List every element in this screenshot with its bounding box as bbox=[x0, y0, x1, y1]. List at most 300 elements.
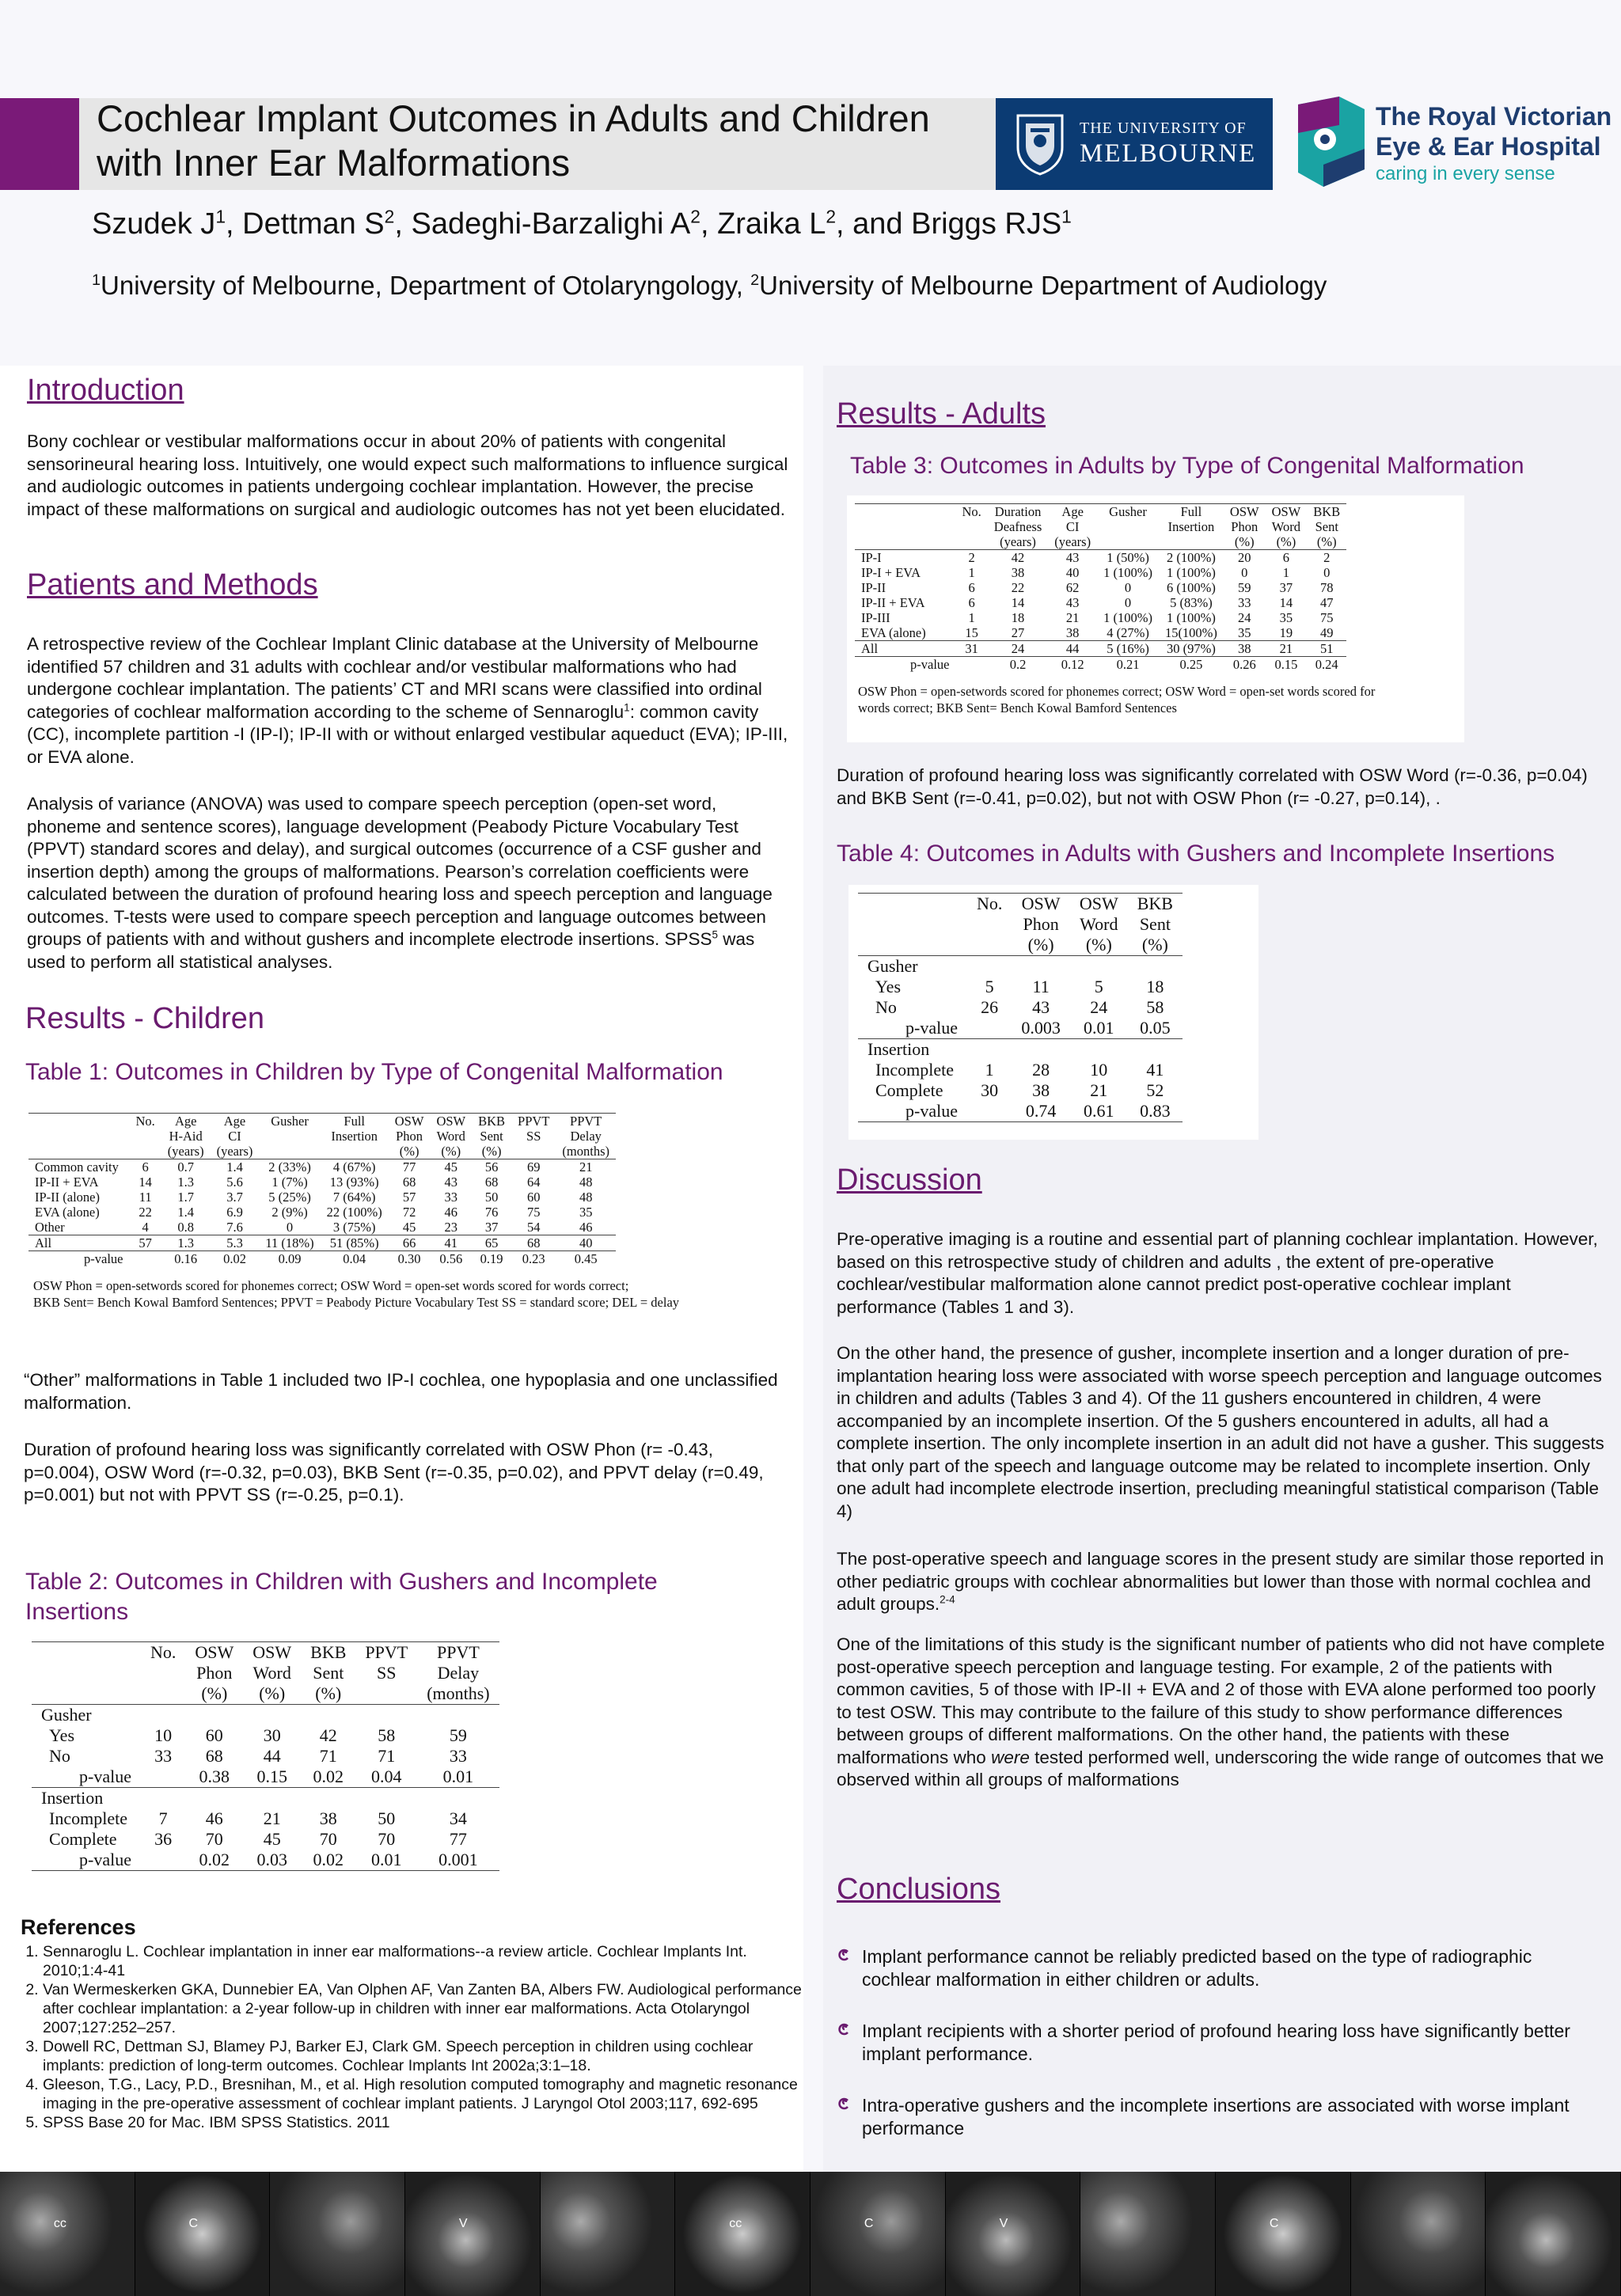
table1-cell: 3.7 bbox=[226, 1190, 243, 1205]
table2-header-cell: Phon bbox=[196, 1663, 233, 1683]
table3-cell: 6 bbox=[968, 580, 975, 595]
table1-cell: 68 bbox=[484, 1175, 499, 1190]
table3-cell: 44 bbox=[1048, 641, 1097, 657]
table4-cell: p-value bbox=[858, 1101, 967, 1122]
author-affil-sup: 2 bbox=[690, 206, 700, 227]
table1-cell: 64 bbox=[526, 1175, 541, 1190]
table3-cell: 24 bbox=[988, 641, 1048, 657]
author-name: Briggs RJS bbox=[911, 207, 1062, 241]
references-list bbox=[21, 1942, 804, 2132]
discussion-paragraph-1: Pre-operative imaging is a routine and essential part of planning cochlear implantation. However, based on this retrospective study of children and adults , the extent of pre-operative cochlear/vestibular malformation alone cannot predict post-operative cochlear implant performance (Tables 1 and 3). bbox=[837, 1229, 1598, 1317]
table3-cell: 0 bbox=[1124, 580, 1132, 595]
table3-cell: 15 bbox=[965, 625, 978, 640]
ct-scan-strip bbox=[0, 2172, 1621, 2296]
table1-cell: 35 bbox=[579, 1205, 593, 1220]
table1-header-cell: PPVT bbox=[556, 1114, 616, 1129]
table2-header-cell: PPVT bbox=[417, 1642, 499, 1664]
table3-header-cell bbox=[1097, 519, 1159, 534]
table1-cell: 1.4 bbox=[177, 1205, 194, 1220]
rveeh-logo-name bbox=[1376, 101, 1612, 161]
table3-cell: 19 bbox=[1279, 625, 1293, 640]
table1-header-cell: H-Aid bbox=[169, 1129, 203, 1144]
table3-row bbox=[855, 580, 1346, 595]
table1-row bbox=[28, 1205, 616, 1220]
table3-cell: p-value bbox=[910, 657, 950, 672]
table1-cell: 0 bbox=[286, 1220, 294, 1235]
table3-header-cell: BKB bbox=[1307, 504, 1346, 520]
table3-header-row bbox=[855, 504, 1346, 520]
table3-cell: 2 (100%) bbox=[1167, 550, 1216, 565]
table4-cell: 43 bbox=[1032, 997, 1050, 1017]
table1-header-cell: (%) bbox=[430, 1144, 472, 1159]
table4-cell: 41 bbox=[1146, 1060, 1164, 1080]
melbourne-logo-text bbox=[1080, 120, 1256, 169]
ct-scan-image bbox=[405, 2172, 541, 2296]
table3-header-cell: Age bbox=[1048, 504, 1097, 520]
scan-label: cc bbox=[53, 2216, 66, 2230]
table3-cell: 38 bbox=[1065, 625, 1080, 640]
results-children-heading: Results - Children bbox=[25, 1002, 264, 1035]
table1-row bbox=[28, 1175, 616, 1190]
table1-cell: 23 bbox=[444, 1220, 458, 1235]
table3-cell: IP-III bbox=[861, 610, 890, 625]
table1-caption: Table 1: Outcomes in Children by Type of Congenital Malformation bbox=[25, 1059, 723, 1085]
table2-cell: 38 bbox=[319, 1808, 337, 1828]
table4 bbox=[858, 893, 1183, 1122]
table3-header-cell bbox=[855, 534, 955, 550]
methods-heading: Patients and Methods bbox=[27, 568, 318, 602]
table1-cell: 5.6 bbox=[226, 1175, 243, 1190]
author-name: Zraika L bbox=[717, 207, 826, 241]
table3-header-cell bbox=[955, 519, 987, 534]
table4-cell: 0.83 bbox=[1128, 1101, 1183, 1122]
table3-cell: 47 bbox=[1319, 595, 1334, 610]
table3-cell: 75 bbox=[1319, 610, 1334, 625]
table1-box bbox=[19, 1105, 790, 1336]
table2-cell: 0.001 bbox=[417, 1850, 499, 1871]
table3-cell: 37 bbox=[1279, 580, 1293, 595]
table3-header-cell: OSW bbox=[1224, 504, 1266, 520]
table2-cell: 10 bbox=[154, 1725, 173, 1745]
table4-header-cell: (%) bbox=[1070, 935, 1128, 956]
table1-cell: 0.09 bbox=[278, 1251, 302, 1266]
reference-item: 1. Sennaroglu L. Cochlear implantation in inner ear malformations--a review article. Cochlear Implants Int. 2010;1:4-41 bbox=[43, 1942, 804, 1980]
table1-cell: 66 bbox=[389, 1235, 431, 1251]
table3-cell: 1 bbox=[968, 565, 975, 580]
table3-cell: 1 (100%) bbox=[1167, 610, 1216, 625]
methods-paragraph-1: A retrospective review of the Cochlear Implant Clinic database at the University of Melbourne identified 57 children and 31 adults with cochlear and/or vestibular malformations who had undergone cochlear implantation. The patients’ CT and MRI scans were classified into ordinal categories of cochlear malformation according to the scheme of Sennaroglu$^1$: common cavity (CC), incomplete partition -I (IP-I); IP-II with or without enlarged vestibular aqueduct (EVA); IP-III, or EVA alone. bbox=[27, 634, 788, 767]
table2-cell: 21 bbox=[263, 1808, 281, 1828]
university-of-melbourne-logo bbox=[996, 98, 1273, 190]
author-name: Szudek J bbox=[92, 207, 216, 241]
table3-cell: 1 (100%) bbox=[1167, 565, 1216, 580]
table2-header-cell bbox=[32, 1642, 141, 1664]
table1-cell: 54 bbox=[526, 1220, 541, 1235]
table2-cell: 50 bbox=[378, 1808, 396, 1828]
table2-header-cell bbox=[355, 1683, 417, 1705]
table2-header-cell: PPVT bbox=[355, 1642, 417, 1664]
table1-cell: 22 (100%) bbox=[326, 1205, 382, 1220]
table2-row bbox=[32, 1746, 499, 1767]
table3-cell: 0 bbox=[1124, 595, 1132, 610]
table1-cell: 43 bbox=[444, 1175, 458, 1190]
table3-cell: 6 bbox=[968, 595, 975, 610]
table1-cell: 1.3 bbox=[161, 1235, 211, 1251]
table1-cell: 60 bbox=[526, 1190, 541, 1205]
table4-header-cell: Sent bbox=[1139, 914, 1171, 934]
table2-cell: 0.02 bbox=[185, 1850, 243, 1871]
affiliation-1: University of Melbourne, Department of Otolaryngology, bbox=[101, 271, 751, 300]
table1-row bbox=[28, 1190, 616, 1205]
table2-cell: 77 bbox=[449, 1829, 467, 1849]
table3-cell: 2 bbox=[1323, 550, 1331, 565]
swirl-bullet-icon bbox=[837, 1947, 852, 1963]
table1-cell: 0.23 bbox=[522, 1251, 545, 1266]
table3-all-row bbox=[855, 641, 1346, 657]
table1-cell: 0.02 bbox=[223, 1251, 246, 1266]
table2-cell: Incomplete bbox=[49, 1808, 127, 1828]
affiliations bbox=[92, 271, 1327, 301]
table3-header-cell bbox=[855, 504, 955, 520]
table2-cell: 30 bbox=[263, 1725, 281, 1745]
table3-cell: 49 bbox=[1319, 625, 1334, 640]
table1-cell: 5.3 bbox=[211, 1235, 260, 1251]
table1-cell: 65 bbox=[472, 1235, 511, 1251]
table1-cell: 68 bbox=[511, 1235, 556, 1251]
table2-pvalue-row bbox=[32, 1850, 499, 1871]
table2-cell: 0.02 bbox=[301, 1767, 355, 1788]
table1-cell: IP-II + EVA bbox=[35, 1175, 99, 1190]
reference-item: 2. Van Wermeskerken GKA, Dunnebier EA, Van Olphen AF, Van Zanten BA, Albers FW. Audiological performance after cochlear implantation: a 2-year follow-up in children with inner ear malformations. Acta Otolaryngol 2007;127:252–257. bbox=[43, 1980, 804, 2037]
table4-cell: 0.05 bbox=[1128, 1018, 1183, 1039]
table1-cell: 5 (25%) bbox=[268, 1190, 311, 1205]
author-name: Sadeghi-Barzalighi A bbox=[411, 207, 691, 241]
table4-cell: 18 bbox=[1146, 977, 1164, 996]
table1-header-cell: Gusher bbox=[259, 1114, 320, 1129]
ct-scan-image bbox=[0, 2172, 135, 2296]
table1-cell: 1.7 bbox=[177, 1190, 194, 1205]
table2-cell: 0.01 bbox=[417, 1767, 499, 1788]
author-affil-sup: 1 bbox=[215, 206, 226, 227]
table3-header-cell: (years) bbox=[1048, 534, 1097, 550]
table3-cell: 21 bbox=[1266, 641, 1308, 657]
table1-all-row bbox=[28, 1235, 616, 1251]
table1-header-cell bbox=[321, 1144, 389, 1159]
table2-header-cell: No. bbox=[141, 1642, 185, 1664]
table1-header-cell: Insertion bbox=[331, 1129, 378, 1144]
table1-cell: IP-II (alone) bbox=[35, 1190, 101, 1205]
table3-cell: 27 bbox=[1011, 625, 1025, 640]
table4-cell: Incomplete bbox=[875, 1060, 954, 1080]
table3-cell: 4 (27%) bbox=[1107, 625, 1149, 640]
table3-cell: 0 bbox=[1241, 565, 1248, 580]
table2-header-cell: (months) bbox=[417, 1683, 499, 1705]
table4-row bbox=[858, 977, 1183, 997]
table3-cell: 6 bbox=[1282, 550, 1290, 565]
table2 bbox=[32, 1641, 499, 1871]
title-line-1: Cochlear Implant Outcomes in Adults and Children bbox=[97, 97, 930, 139]
table2-cell: 0.01 bbox=[355, 1850, 417, 1871]
ct-scan-image bbox=[270, 2172, 405, 2296]
table2-cell: 59 bbox=[449, 1725, 467, 1745]
table3-cell: All bbox=[855, 641, 955, 657]
table1-cell: 1 (7%) bbox=[271, 1175, 308, 1190]
table3-cell: 0.26 bbox=[1232, 657, 1256, 672]
table3-cell: 20 bbox=[1238, 550, 1251, 565]
table1-header-cell: BKB bbox=[472, 1114, 511, 1129]
table1-cell: 56 bbox=[484, 1159, 499, 1175]
rveeh-tagline: caring in every sense bbox=[1376, 163, 1555, 184]
title-line-2: with Inner Ear Malformations bbox=[97, 142, 571, 184]
table3-cell: 78 bbox=[1319, 580, 1334, 595]
table3-cell: 14 bbox=[1011, 595, 1025, 610]
table2-header-row bbox=[32, 1683, 499, 1705]
table2-cell: 68 bbox=[205, 1746, 223, 1766]
title-accent-block bbox=[0, 98, 79, 190]
table1-header-cell: Sent bbox=[480, 1129, 503, 1144]
table1-cell: 48 bbox=[579, 1190, 593, 1205]
table4-row bbox=[858, 1080, 1183, 1101]
table1-cell: 51 (85%) bbox=[321, 1235, 389, 1251]
table1-cell: 11 bbox=[139, 1190, 152, 1205]
table1-header-cell bbox=[129, 1129, 161, 1144]
table1-header-cell: CI bbox=[228, 1129, 241, 1144]
table3-cell: 1 (100%) bbox=[1103, 565, 1152, 580]
table4-header-cell: (%) bbox=[1128, 935, 1183, 956]
author-affil-sup: 2 bbox=[384, 206, 395, 227]
table2-header-cell: BKB bbox=[301, 1642, 355, 1664]
table4-cell: 0.003 bbox=[1012, 1018, 1070, 1039]
table3-header-cell: Phon bbox=[1231, 519, 1258, 534]
table4-cell: 5 bbox=[1094, 977, 1103, 996]
table3-cell: 6 (100%) bbox=[1167, 580, 1216, 595]
table2-header-cell bbox=[32, 1663, 141, 1683]
table1-header-cell: (years) bbox=[161, 1144, 211, 1159]
table1-row bbox=[28, 1159, 616, 1175]
table1-header-row bbox=[28, 1114, 616, 1129]
discussion-paragraph-2: On the other hand, the presence of gusher, incomplete insertion and a longer duration of pre-implantation hearing loss were associated with worse speech perception and language outcomes in children and adults (Tables 3 and 4). Of the 11 gushers encountered in children, 4 were accompanied by an incomplete insertion. Of the 5 gushers encountered in adults, all had a complete insertion. The only incomplete insertion in an adult did not have a gusher. This suggests that only part of the speech and language outcome may be related to incomplete insertion. Only one adult had incomplete electrode insertion, precluding meaningful statistical comparison (Table 4) bbox=[837, 1343, 1604, 1521]
table3-cell: 1 bbox=[1282, 565, 1290, 580]
table3-header-cell: OSW bbox=[1266, 504, 1308, 520]
table2-header-cell: (%) bbox=[185, 1683, 243, 1705]
table1-cell: p-value bbox=[84, 1251, 123, 1266]
table3-row bbox=[855, 595, 1346, 610]
table4-cell: No bbox=[875, 997, 897, 1017]
table3-header-cell: Full bbox=[1159, 504, 1224, 520]
table2-cell: 0.38 bbox=[185, 1767, 243, 1788]
table3-cell: 0.2 bbox=[1009, 657, 1027, 672]
table1-cell: 21 bbox=[579, 1159, 593, 1175]
table3-cell: 42 bbox=[1011, 550, 1025, 565]
table1-header-cell: Age bbox=[211, 1114, 260, 1129]
table3-cell: 15(100%) bbox=[1164, 625, 1217, 640]
table2-section-label: Gusher bbox=[41, 1705, 92, 1725]
table4-pvalue-row bbox=[858, 1101, 1183, 1122]
poster-title bbox=[97, 97, 983, 185]
rveeh-logo-icon bbox=[1292, 93, 1371, 192]
table2-cell: 44 bbox=[263, 1746, 281, 1766]
table2-header-cell bbox=[141, 1663, 185, 1683]
table2-header-row bbox=[32, 1642, 499, 1664]
table3-box bbox=[847, 495, 1464, 742]
table2-row bbox=[32, 1725, 499, 1746]
table1-header-cell: (%) bbox=[389, 1144, 431, 1159]
table1-header-cell bbox=[28, 1129, 129, 1144]
table4-header-cell: OSW bbox=[1070, 894, 1128, 915]
table1-header-cell: OSW bbox=[389, 1114, 431, 1129]
table1-cell: Other bbox=[35, 1220, 65, 1235]
table3-header-cell bbox=[1159, 534, 1224, 550]
table1-cell: 48 bbox=[579, 1175, 593, 1190]
ct-scan-image bbox=[946, 2172, 1081, 2296]
table4-cell bbox=[967, 1018, 1012, 1039]
conclusion-text: Implant recipients with a shorter period of profound hearing loss have significantly better implant performance. bbox=[862, 2021, 1570, 2064]
table2-cell: 36 bbox=[154, 1829, 173, 1849]
table1-header-cell: Phon bbox=[396, 1129, 423, 1144]
table1-cell: 57 bbox=[402, 1190, 416, 1205]
table3-cell: 1 bbox=[968, 610, 975, 625]
conclusion-item bbox=[837, 2020, 1577, 2066]
table2-cell: 7 bbox=[158, 1808, 168, 1828]
table1-note-1: OSW Phon = open-setwords scored for phonemes correct; OSW Word = open-set words scored for words correct; bbox=[33, 1278, 629, 1293]
reference-item: 4. Gleeson, T.G., Lacy, P.D., Bresnihan, M., et al. High resolution computed tomography and magnetic resonance imaging in the pre-operative assessment of cochlear implant patients. J Laryngol Otol 2003;117, 692-695 bbox=[43, 2075, 804, 2113]
table1-header-cell bbox=[511, 1144, 556, 1159]
reference-item: 5. SPSS Base 20 for Mac. IBM SPSS Statistics. 2011 bbox=[43, 2113, 804, 2132]
author-separator: , and bbox=[836, 207, 912, 241]
ct-scan-image bbox=[1216, 2172, 1351, 2296]
table3-header-row bbox=[855, 534, 1346, 550]
table1-cell: 40 bbox=[556, 1235, 616, 1251]
table2-cell: 33 bbox=[154, 1746, 173, 1766]
children-paragraph-2: Duration of profound hearing loss was significantly correlated with OSW Phon (r= -0.43, p=0.004), OSW Word (r=-0.32, p=0.03), BKB Sent (r=-0.35, p=0.02), and PPVT delay (r=0.49, p=0.001) but not with PPVT SS (r=-0.25, p=0.1). bbox=[24, 1440, 764, 1505]
table1-cell: 4 bbox=[142, 1220, 149, 1235]
table1-header-cell: Age bbox=[161, 1114, 211, 1129]
table1-cell: 33 bbox=[444, 1190, 458, 1205]
author-affil-sup: 1 bbox=[1061, 206, 1072, 227]
table1-cell: 76 bbox=[484, 1205, 499, 1220]
table3-header-cell: Insertion bbox=[1167, 519, 1215, 534]
table2-cell: p-value bbox=[32, 1767, 141, 1788]
table3-header-cell: (years) bbox=[988, 534, 1048, 550]
table4-cell: 0.74 bbox=[1012, 1101, 1070, 1122]
table3-header-cell bbox=[1097, 534, 1159, 550]
table1-header-cell: SS bbox=[526, 1129, 541, 1144]
table1-header-cell bbox=[259, 1129, 320, 1144]
table4-cell: 58 bbox=[1146, 997, 1164, 1017]
table1-cell: 3 (75%) bbox=[332, 1220, 376, 1235]
table1-header-cell bbox=[28, 1144, 129, 1159]
table1-cell: 14 bbox=[139, 1175, 152, 1190]
table4-cell: Yes bbox=[875, 977, 902, 996]
table3-header-cell: CI bbox=[1065, 519, 1080, 534]
table1-cell: 1.4 bbox=[226, 1159, 243, 1175]
table2-cell: 0.03 bbox=[243, 1850, 301, 1871]
table1-header-cell: (months) bbox=[556, 1144, 616, 1159]
table1-header-cell: Full bbox=[321, 1114, 389, 1129]
table4-cell: 38 bbox=[1032, 1080, 1050, 1100]
table4-section-row bbox=[858, 1039, 1183, 1061]
table1-cell: 69 bbox=[526, 1159, 541, 1175]
scan-label: V bbox=[458, 2216, 468, 2230]
table3-row bbox=[855, 610, 1346, 625]
table4-header-cell bbox=[967, 914, 1012, 935]
conclusions-list bbox=[837, 1945, 1577, 2169]
table1-header-cell bbox=[129, 1144, 161, 1159]
table1-header-row bbox=[28, 1129, 616, 1144]
table1-cell: 0.8 bbox=[177, 1220, 194, 1235]
discussion-paragraph-4: One of the limitations of this study is the significant number of patients who did not have complete post-operative speech perception and language testing. For example, 2 of the patients with common cavities, 5 of those with IP-II + EVA and 2 of those with EVA alone performed too poorly to test OSW. This may contribute to the failure of this study to show performance differences between groups of different malformations. On the other hand, the patients with these malformations who were tested performed well, underscoring the wide range of outcomes that we observed within all groups of malformations bbox=[837, 1634, 1605, 1789]
table1-cell: 0.56 bbox=[439, 1251, 463, 1266]
melbourne-logo-line1: THE UNIVERSITY OF bbox=[1080, 119, 1247, 137]
table2-cell: 70 bbox=[378, 1829, 396, 1849]
table1-cell: EVA (alone) bbox=[35, 1205, 100, 1220]
ct-scan-image bbox=[1080, 2172, 1216, 2296]
table3-header-cell: Sent bbox=[1315, 519, 1338, 534]
author-separator: , bbox=[394, 207, 412, 241]
table4-cell: 0.61 bbox=[1070, 1101, 1128, 1122]
table4-header-cell bbox=[858, 935, 967, 956]
table2-header-cell: Delay bbox=[437, 1663, 480, 1683]
rveeh-name-line2: Eye & Ear Hospital bbox=[1376, 132, 1601, 161]
table2-section-row bbox=[32, 1788, 499, 1809]
table1-cell: 22 bbox=[139, 1205, 152, 1220]
table1-cell: 7 (64%) bbox=[332, 1190, 376, 1205]
table4-header-cell: (%) bbox=[1012, 935, 1070, 956]
table4-row bbox=[858, 997, 1183, 1018]
table3-cell: 33 bbox=[1238, 595, 1251, 610]
table2-cell: 42 bbox=[319, 1725, 337, 1745]
table4-section-row bbox=[858, 956, 1183, 977]
table3-header-cell bbox=[955, 534, 987, 550]
adults-paragraph-1: Duration of profound hearing loss was significantly correlated with OSW Word (r=-0.36, p=0.04) and BKB Sent (r=-0.41, p=0.02), but not with OSW Phon (r= -0.27, p=0.14), . bbox=[837, 765, 1588, 808]
table3-cell: 30 (97%) bbox=[1159, 641, 1224, 657]
table3-cell: 5 (16%) bbox=[1097, 641, 1159, 657]
table4-header-cell: No. bbox=[967, 894, 1012, 915]
scan-label: C bbox=[864, 2216, 874, 2230]
ct-scan-image bbox=[541, 2172, 676, 2296]
table2-cell: Yes bbox=[49, 1725, 75, 1745]
table3-cell: 35 bbox=[1279, 610, 1293, 625]
table3-header-cell bbox=[855, 519, 955, 534]
table3-cell: 62 bbox=[1065, 580, 1080, 595]
table2-pvalue-row bbox=[32, 1767, 499, 1788]
introduction-heading: Introduction bbox=[27, 374, 184, 407]
table3-row bbox=[855, 625, 1346, 641]
affiliation-2: University of Melbourne Department of Audiology bbox=[759, 271, 1327, 300]
table1-cell: 6.9 bbox=[226, 1205, 243, 1220]
table3-cell: 0.15 bbox=[1274, 657, 1298, 672]
table3-cell: 1 (50%) bbox=[1107, 550, 1149, 565]
table1-cell: 46 bbox=[579, 1220, 593, 1235]
table4-header-row bbox=[858, 894, 1183, 915]
table1-cell: 41 bbox=[430, 1235, 472, 1251]
table3-cell: IP-II bbox=[861, 580, 886, 595]
table3-header-cell: Gusher bbox=[1097, 504, 1159, 520]
table4-pvalue-row bbox=[858, 1018, 1183, 1039]
table1-cell bbox=[129, 1251, 161, 1267]
table1-cell: 45 bbox=[444, 1159, 458, 1175]
table4-cell bbox=[967, 1101, 1012, 1122]
table4-header-cell bbox=[858, 894, 967, 915]
table2-header-cell: (%) bbox=[243, 1683, 301, 1705]
table3-cell: 0.21 bbox=[1116, 657, 1140, 672]
table2-cell: No bbox=[49, 1746, 70, 1766]
table3-cell: 43 bbox=[1065, 550, 1080, 565]
table1-cell: 68 bbox=[402, 1175, 416, 1190]
table1-header-cell: OSW bbox=[430, 1114, 472, 1129]
table3-cell: 0.25 bbox=[1179, 657, 1203, 672]
table3-cell: IP-I + EVA bbox=[861, 565, 921, 580]
